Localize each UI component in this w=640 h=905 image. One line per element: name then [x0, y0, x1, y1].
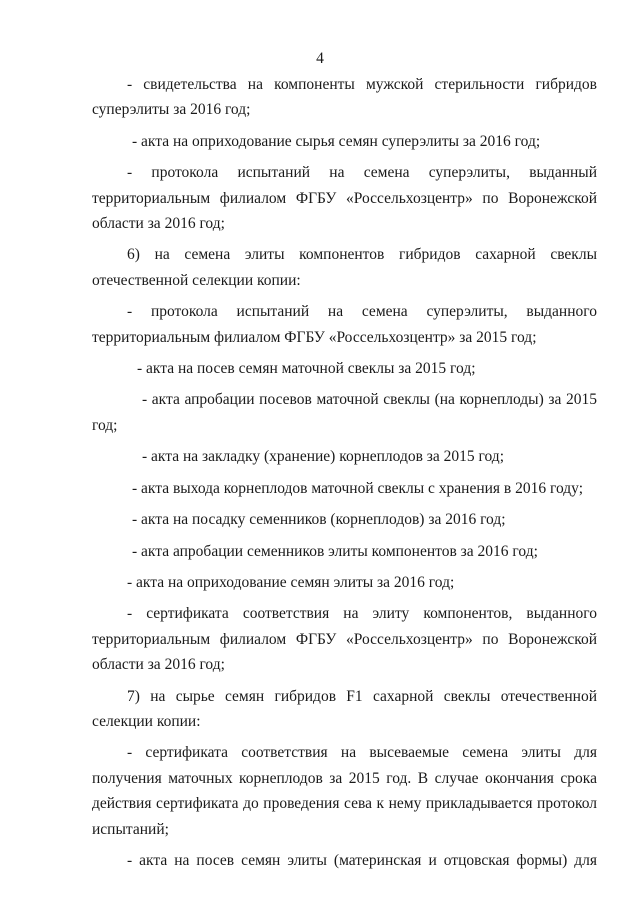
paragraph-elite-seed-receipt-act: - акта на оприходование семян элиты за 2016 год; — [127, 573, 455, 591]
paragraph-elite-conformity-certificate: - сертификата соответствия на элиту компонентов, выданного территориальным филиалом ФГБУ «Россельхозцентр» по Воронежской области за 2016 год; — [92, 605, 597, 674]
document-body — [92, 72, 597, 879]
paragraph-elite-seed-plant-approbation-act: - акта апробации семенников элиты компонентов за 2016 год; — [132, 542, 538, 560]
paragraph-root-storage-act: - акта на закладку (хранение) корнеплодов за 2015 год; — [142, 448, 505, 466]
paragraph-seed-plant-planting-act: - акта на посадку семенников (корнеплодов) за 2016 год; — [132, 511, 506, 529]
paragraph-mother-beet-sowing-act: - акта на посев семян маточной свеклы за 2015 год; — [137, 360, 476, 378]
paragraph-test-protocol-2015: - протокола испытаний на семена суперэлиты, выданного территориальным филиалом ФГБУ «Россельхозцентр» за 2015 год; — [92, 303, 597, 346]
paragraph-superelite-test-protocol: - протокола испытаний на семена суперэлиты, выданный территориальным филиалом ФГБУ «Россельхозцентр» по Воронежской области за 2016 год; — [92, 164, 597, 233]
paragraph-elite-sowing-act: - акта на посев семян элиты (материнская и отцовская формы) для — [127, 851, 597, 869]
paragraph-mother-beet-approbation-act: - акта апробации посевов маточной свеклы (на корнеплоды) за 2015 год; — [92, 391, 597, 434]
paragraph-sown-elite-certificate: - сертификата соответствия на высеваемые семена элиты для получения маточных корнеплодов за 2015 год. В случае окончания срока действия сертификата до проведения сева к нему прикладывается протокол испытаний; — [92, 744, 597, 838]
paragraph-male-sterility-certificates: - свидетельства на компоненты мужской стерильности гибридов суперэлиты за 2016 год; — [92, 76, 597, 119]
paragraph-root-yield-act: - акта выхода корнеплодов маточной свеклы с хранения в 2016 году; — [132, 479, 584, 497]
paragraph-item-6-elite-seeds: 6) на семена элиты компонентов гибридов сахарной свеклы отечественной селекции копии: — [92, 246, 597, 289]
page-number: 4 — [316, 50, 324, 67]
paragraph-superelite-raw-receipt-act: - акта на оприходование сырья семян суперэлиты за 2016 год; — [132, 132, 541, 150]
paragraph-item-7-f1-hybrids: 7) на сырье семян гибридов F1 сахарной свеклы отечественной селекции копии: — [92, 687, 597, 730]
